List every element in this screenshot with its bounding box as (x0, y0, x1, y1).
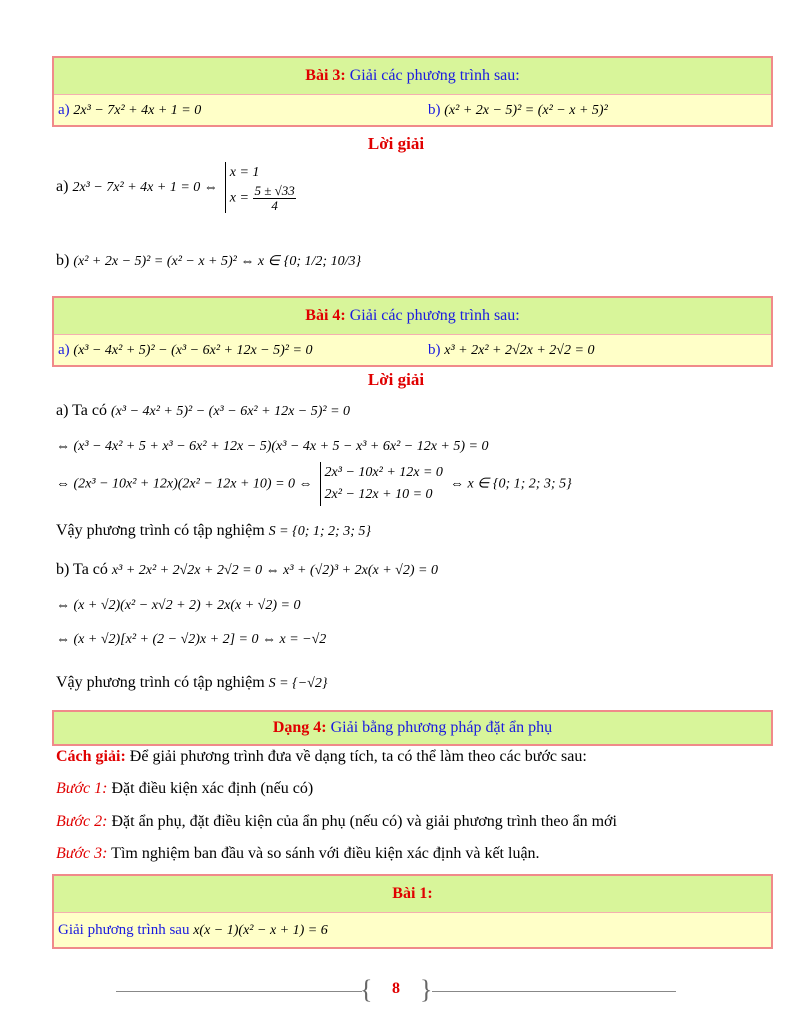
footer-rule-right (432, 991, 676, 992)
part-b-equation: (x² + 2x − 5)² = (x² − x + 5)² (444, 103, 608, 118)
section-title: Giải bằng phương pháp đặt ẩn phụ (326, 719, 553, 736)
solution-line (56, 630, 326, 648)
line-equation: x³ + 2x² + 2√2x + 2√2 = 0 ⇔ x³ + (√2)³ + 2x(x + √2) = 0 (111, 563, 438, 578)
section-header (54, 712, 771, 744)
line-equation-right: ⇔ x ∈ {0; 1; 2; 3; 5} (449, 476, 572, 492)
line-text: Vậy phương trình có tập nghiệm (56, 522, 265, 539)
fraction (253, 184, 295, 213)
step-text: Đặt ẩn phụ, đặt điều kiện của ẩn phụ (nếu có) và giải phương trình theo ẩn mới (107, 813, 617, 830)
part-b-label: b) (428, 342, 441, 358)
step-line (56, 813, 617, 831)
part-a-label: a) (58, 342, 70, 358)
solution-line (56, 402, 350, 420)
step-text: Đặt điều kiện xác định (nếu có) (107, 780, 314, 797)
step-label: Bước 1: (56, 780, 108, 797)
case-2 (230, 184, 297, 213)
page-number: 8 (392, 980, 400, 997)
part-a-label: a) (58, 102, 70, 118)
solution-line (56, 561, 438, 579)
exercise-box-bai3 (52, 56, 773, 127)
exercise-body (54, 912, 771, 947)
exercise-box-bai4 (52, 296, 773, 367)
line-equation: ⇔ (x + √2)(x² − x√2 + 2) + 2x(x + √2) = 0 (56, 598, 301, 613)
line-text: b) Ta có (56, 561, 108, 578)
step-label: Bước 2: (56, 813, 108, 830)
line-text: a) Ta có (56, 402, 107, 419)
exercise-text: Giải phương trình sau (58, 922, 190, 938)
section-box-dang4 (52, 710, 773, 746)
solution-line (56, 462, 572, 506)
part-b-label: b) (428, 102, 441, 118)
case-system (320, 462, 443, 506)
step-label: Bước 3: (56, 845, 108, 862)
solution-line (56, 437, 488, 455)
method-text: Để giải phương trình đưa về dạng tích, ta có thể làm theo các bước sau: (125, 748, 587, 765)
exercise-label: Bài 1: (392, 885, 433, 902)
part-a-equation: (x³ − 4x² + 5)² − (x³ − 6x² + 12x − 5)² = 0 (73, 343, 313, 358)
solution-title: Lời giải (367, 134, 425, 153)
line-equation: ⇔ (x³ − 4x² + 5 + x³ − 6x² + 12x − 5)(x³ − 4x + 5 − x³ + 6x² − 12x + 5) = 0 (56, 439, 489, 454)
exercise-title: Giải các phương trình sau: (345, 307, 520, 324)
solution-line (56, 596, 300, 614)
exercise-label: Bài 4: (305, 307, 346, 324)
exercise-header (54, 876, 771, 912)
step-line (56, 845, 540, 863)
step-line (56, 780, 313, 798)
case-system (225, 162, 297, 213)
method-line (56, 748, 587, 766)
fraction-denominator: 4 (271, 198, 278, 213)
conclusion-line (56, 522, 371, 540)
fraction-numerator: 5 ± √33 (254, 183, 295, 198)
part-a-equation: 2x³ − 7x² + 4x + 1 = 0 (73, 103, 202, 118)
line-text: Vậy phương trình có tập nghiệm (56, 674, 265, 691)
footer-brace-left: { (360, 975, 373, 1004)
conclusion-line (56, 674, 327, 692)
footer-rule-left (116, 991, 362, 992)
section-label: Dạng 4: (272, 719, 327, 736)
line-equation: S = {0; 1; 2; 3; 5} (268, 524, 371, 539)
exercise-title: Giải các phương trình sau: (345, 67, 520, 84)
solution-a-equation: 2x³ − 7x² + 4x + 1 = 0 ⇔ (72, 180, 218, 196)
solution-line-a (56, 162, 300, 213)
solution-line-b (56, 252, 361, 270)
case-1: x = 1 (229, 165, 260, 180)
footer-brace-right: } (420, 975, 433, 1004)
case-2-left: x = (229, 190, 249, 206)
exercise-label: Bài 3: (305, 67, 346, 84)
exercise-body (54, 334, 771, 365)
exercise-body (54, 94, 771, 125)
line-equation: ⇔ (x + √2)[x² + (2 − √2)x + 2] = 0 ⇔ x = −√2 (56, 632, 327, 647)
solution-b-equation: (x² + 2x − 5)² = (x² − x + 5)² ⇔ x ∈ (73, 254, 280, 269)
line-equation: (x³ − 4x² + 5)² − (x³ − 6x² + 12x − 5)² = 0 (111, 404, 351, 419)
case-1: 2x³ − 10x² + 12x = 0 (324, 465, 443, 480)
solution-b-prefix: b) (56, 252, 70, 269)
part-b-equation: x³ + 2x² + 2√2x + 2√2 = 0 (444, 343, 595, 358)
exercise-box-bai1 (52, 874, 773, 949)
method-label: Cách giải: (56, 748, 126, 765)
exercise-header (54, 58, 771, 94)
solution-b-set: {0; 1/2; 10/3} (283, 254, 362, 269)
exercise-header (54, 298, 771, 334)
solution-a-prefix: a) (56, 178, 69, 196)
solution-title: Lời giải (367, 370, 425, 389)
exercise-equation: x(x − 1)(x² − x + 1) = 6 (193, 923, 328, 938)
line-equation-left: ⇔ (2x³ − 10x² + 12x)(2x² − 12x + 10) = 0 ⇔ (56, 476, 313, 492)
line-equation: S = {−√2} (268, 676, 328, 691)
step-text: Tìm nghiệm ban đầu và so sánh với điều kiện xác định và kết luận. (107, 845, 540, 862)
case-2: 2x² − 12x + 10 = 0 (324, 487, 433, 502)
